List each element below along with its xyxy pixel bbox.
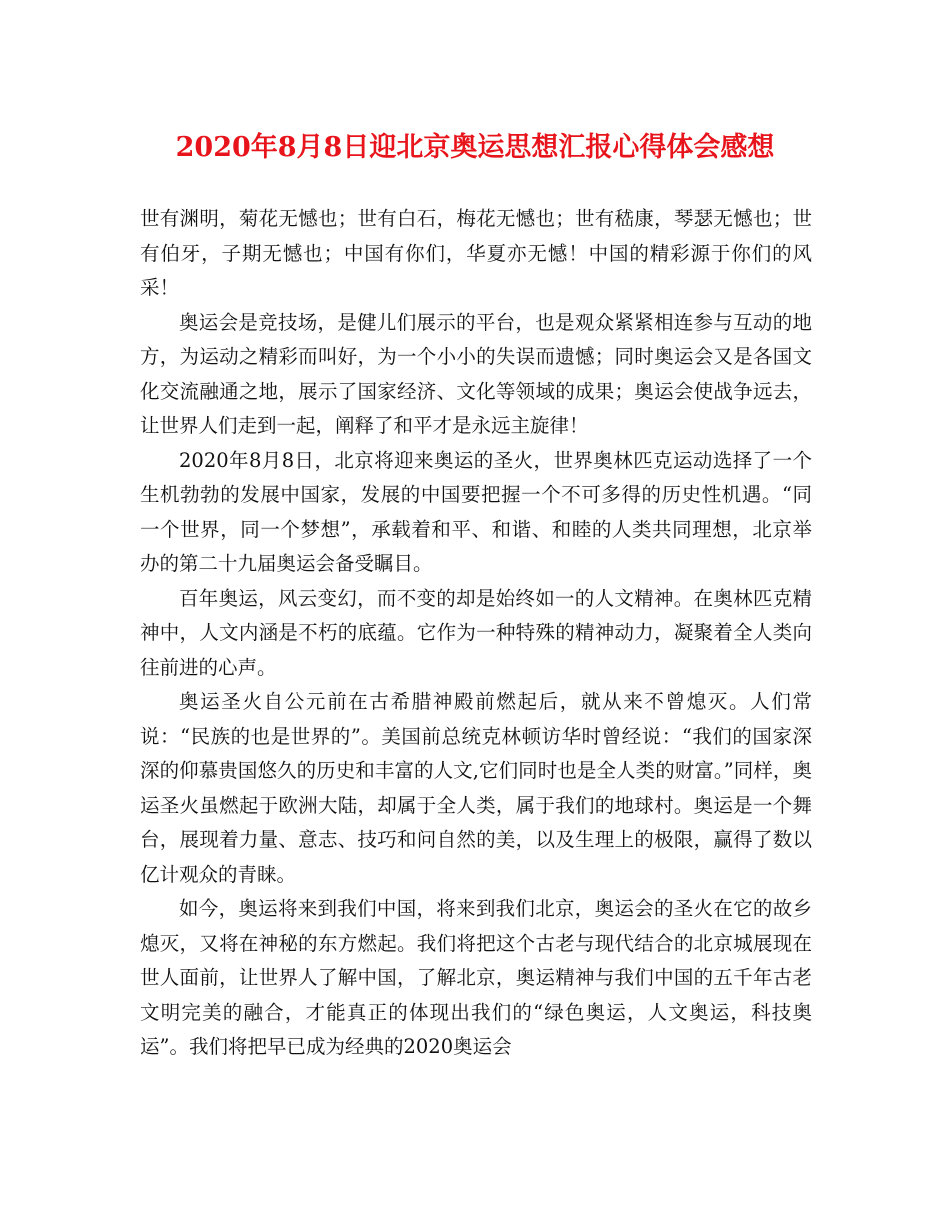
paragraph-6: 如今，奥运将来到我们中国，将来到我们北京，奥运会的圣火在它的故乡熄灭，又将在神秘的东方燃起。我们将把这个古老与现代结合的北京城展现在世人面前，让世界人了解中国，了解北京，奥运精神与我们中国的五千年古老文明完美的融合，才能真正的体现出我们的“绿色奥运，人文奥运，科技奥运”。我们将把早已成为经典的2020奥运会 <box>140 897 812 1058</box>
document-title: 2020年8月8日迎北京奥运思想汇报心得体会感想 <box>175 132 775 163</box>
paragraph-5: 奥运圣火自公元前在古希腊神殿前燃起后，就从来不曾熄灭。人们常说：“民族的也是世界的”。美国前总统克林顿访华时曾经说：“我们的国家深深的仰慕贵国悠久的历史和丰富的人文,它们同时也是全人类的财富。”同样，奥运圣火虽燃起于欧洲大陆，却属于全人类，属于我们的地球村。奥运是一个舞台，展现着力量、意志、技巧和问自然的美，以及生理上的极限，赢得了数以亿计观众的青睐。 <box>140 690 812 886</box>
paragraph-1: 世有渊明，菊花无憾也；世有白石，梅花无憾也；世有嵇康，琴瑟无憾也；世有伯牙，子期无憾也；中国有你们，华夏亦无憾！中国的精彩源于你们的风采！ <box>140 207 812 299</box>
paragraph-3: 2020年8月8日，北京将迎来奥运的圣火，世界奥林匹克运动选择了一个生机勃勃的发展中国家，发展的中国要把握一个不可多得的历史性机遇。“同一个世界，同一个梦想”，承载着和平、和谐、和睦的人类共同理想，北京举办的第二十九届奥运会备受瞩目。 <box>140 448 812 575</box>
document-body <box>140 202 812 1065</box>
paragraph-2: 奥运会是竞技场，是健儿们展示的平台，也是观众紧紧相连参与互动的地方，为运动之精彩而叫好，为一个小小的失误而遗憾；同时奥运会又是各国文化交流融通之地，展示了国家经济、文化等领域的成果；奥运会使战争远去，让世界人们走到一起，阐释了和平才是永远主旋律！ <box>140 310 812 437</box>
paragraph-4: 百年奥运，风云变幻，而不变的却是始终如一的人文精神。在奥林匹克精神中，人文内涵是不朽的底蕴。它作为一种特殊的精神动力，凝聚着全人类向往前进的心声。 <box>140 586 812 679</box>
